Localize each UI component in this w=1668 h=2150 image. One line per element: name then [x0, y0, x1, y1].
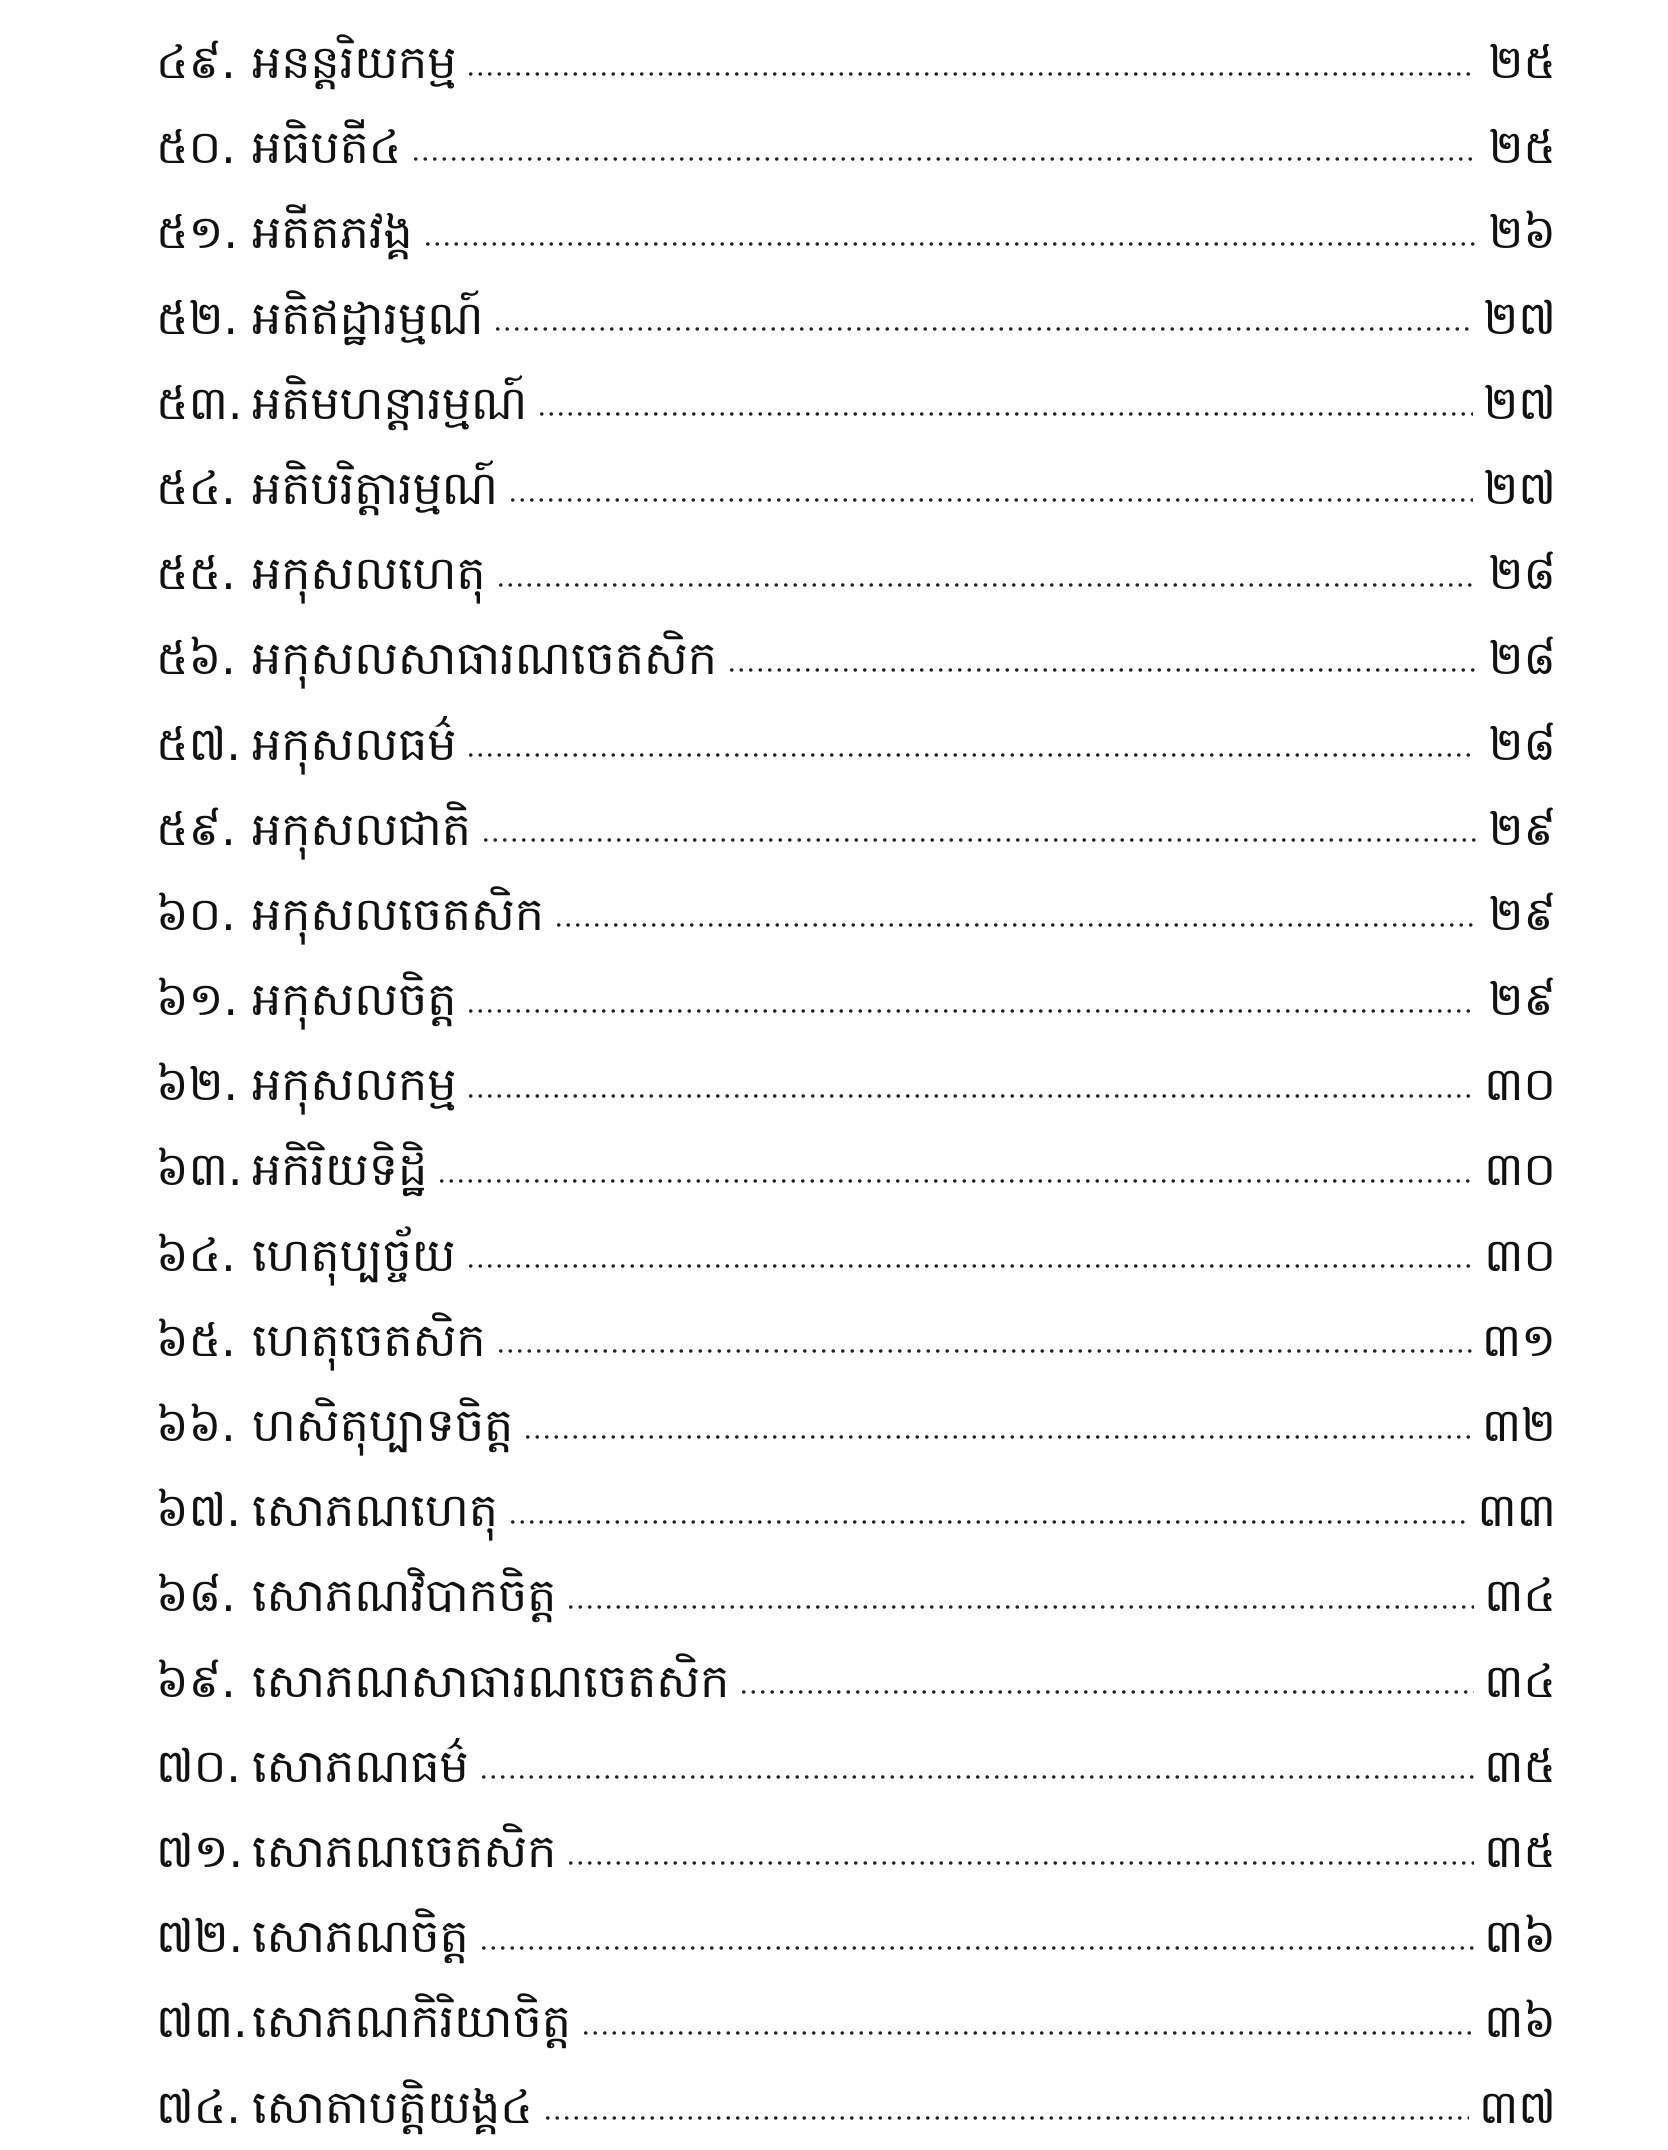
toc-entry — [156, 1553, 1556, 1638]
dot-leader — [566, 1604, 1474, 1610]
toc-entry-number: ៦៥. — [156, 1312, 236, 1367]
toc-entry-page-number: ៣៣ — [1477, 1483, 1556, 1538]
dot-leader — [466, 752, 1476, 758]
toc-entry-page-number: ២៩ — [1488, 801, 1556, 856]
toc-entry-page-number: ៣៦ — [1484, 1994, 1556, 2049]
toc-entry-title: អកុសលធម៌ — [252, 716, 457, 771]
toc-entry-title: អតិឥដ្ឋារម្មណ៍ — [252, 290, 484, 345]
dot-leader — [493, 326, 1473, 332]
dot-leader — [423, 241, 1476, 247]
dot-leader — [479, 1774, 1474, 1780]
dot-leader — [566, 1860, 1474, 1866]
toc-entry — [156, 361, 1556, 446]
toc-entry-title: សោភណសាធារណចេតសិក — [252, 1653, 730, 1708]
toc-entry-number: ៥៥. — [156, 546, 236, 601]
toc-entry-page-number: ២៩ — [1488, 886, 1556, 941]
toc-entry-number: ៧២. — [156, 1909, 244, 1964]
toc-entry-number: ៦៣. — [156, 1142, 243, 1197]
toc-entry — [156, 1298, 1556, 1383]
toc-entry-page-number: ២៨ — [1488, 631, 1556, 686]
toc-entry-page-number: ៣៧ — [1478, 2079, 1556, 2134]
toc-entry-title: អកុសលចិត្ត — [252, 972, 457, 1027]
toc-entry-number: ៧០. — [156, 1738, 241, 1793]
toc-entry-number: ៦៤. — [156, 1227, 236, 1282]
toc-entry — [156, 1042, 1556, 1127]
toc-entry-title: អតិបរិត្តារម្មណ៍ — [252, 460, 498, 515]
toc-entry-number: ៧៤. — [156, 2079, 241, 2134]
toc-entry-title: សោភណកិរិយាចិត្ត — [252, 1994, 571, 2049]
toc-entry-page-number: ៣០ — [1484, 1057, 1556, 1112]
toc-entry — [156, 872, 1556, 957]
toc-entry-title: សោភណធម៌ — [252, 1738, 469, 1793]
toc-entry-title: អកុសលកម្ម — [252, 1057, 457, 1112]
toc-entry-number: ៦៩. — [156, 1653, 236, 1708]
dot-leader — [437, 1178, 1474, 1184]
toc-entry — [156, 446, 1556, 531]
toc-entry-number: ៥៩. — [156, 801, 236, 856]
dot-leader — [496, 1348, 1472, 1354]
toc-entry-number: ៧៣. — [156, 1994, 248, 2049]
toc-entry-title: ហេតុចេតសិក — [252, 1312, 486, 1367]
toc-entry-page-number: ៣៤ — [1484, 1653, 1556, 1708]
toc-entry — [156, 787, 1556, 872]
toc-entry-number: ៥៣. — [156, 375, 243, 430]
toc-entry-page-number: ៣៥ — [1484, 1823, 1556, 1878]
dot-leader — [496, 582, 1476, 588]
toc-entry-number: ៤៩. — [156, 35, 236, 89]
dot-leader — [508, 497, 1473, 503]
toc-entry — [156, 1468, 1556, 1553]
toc-entry-page-number: ២៥ — [1488, 120, 1556, 175]
toc-entry-title: អកិរិយទិដ្ឋិ — [252, 1142, 428, 1197]
toc-entry-title: សោតាបត្តិយង្គ៤ — [252, 2079, 533, 2134]
toc-entry-number: ៦៧. — [156, 1483, 241, 1538]
toc-entry-page-number: ៣១ — [1481, 1312, 1556, 1367]
toc-entry-title: អតីតភវង្គ — [252, 205, 413, 260]
toc-entry-page-number: ២៦ — [1488, 205, 1556, 260]
toc-entry-title: អកុសលចេតសិក — [252, 886, 544, 941]
toc-entry-number: ៦២. — [156, 1057, 239, 1112]
toc-entry-page-number: ៣០ — [1484, 1227, 1556, 1282]
toc-entry-number: ៥៤. — [156, 460, 236, 515]
toc-entry-number: ៥៧. — [156, 716, 241, 771]
toc-entry-page-number: ២៨ — [1488, 546, 1556, 601]
dot-leader — [466, 1263, 1475, 1269]
toc-entry-title: អតិមហន្តារម្មណ៍ — [252, 375, 528, 430]
toc-entry-title: អធិបតី៤ — [252, 120, 402, 175]
toc-entry-title: អនន្តរិយកម្ម — [252, 35, 457, 89]
toc-entry — [156, 531, 1556, 616]
toc-entry-title: អកុសលហេតុ — [252, 546, 486, 601]
toc-entry — [156, 1724, 1556, 1809]
dot-leader — [508, 1519, 1467, 1525]
dot-leader — [581, 2030, 1474, 2036]
toc-entry-number: ៧១. — [156, 1823, 244, 1878]
toc-entry-title: អកុសលសាធារណចេតសិក — [252, 631, 717, 686]
toc-entry-number: ៦០. — [156, 886, 236, 941]
toc-entry-title: សោភណចិត្ត — [252, 1909, 469, 1964]
toc-entry — [156, 20, 1556, 105]
dot-leader — [727, 667, 1476, 673]
toc-entry-number: ៥៦. — [156, 631, 236, 686]
toc-entry-page-number: ២៧ — [1483, 290, 1556, 345]
toc-entry — [156, 1213, 1556, 1298]
toc-entry-page-number: ៣៤ — [1484, 1568, 1556, 1623]
toc-entry-page-number: ៣២ — [1481, 1398, 1556, 1452]
dot-leader — [466, 1093, 1474, 1099]
toc-entry — [156, 616, 1556, 701]
toc-entry-title: សោភណហេតុ — [252, 1483, 498, 1538]
toc-entry-number: ៥០. — [156, 120, 236, 175]
dot-leader — [554, 922, 1476, 928]
dot-leader — [411, 156, 1476, 162]
dot-leader — [479, 1945, 1474, 1951]
toc-entry — [156, 190, 1556, 275]
dot-leader — [543, 2115, 1469, 2121]
toc-entry — [156, 702, 1556, 787]
toc-entry-page-number: ២៨ — [1488, 716, 1556, 771]
toc-entry-number: ៥២. — [156, 290, 239, 345]
toc-entry-page-number: ២៧ — [1483, 460, 1556, 515]
toc-entry — [156, 957, 1556, 1042]
toc-entry — [156, 1809, 1556, 1894]
dot-leader — [466, 1008, 1476, 1014]
dot-leader — [523, 1434, 1472, 1440]
toc-entry-number: ៦១. — [156, 972, 239, 1027]
toc-entry — [156, 1639, 1556, 1724]
toc-entry-title: ហសិតុប្បាទចិត្ត — [252, 1398, 514, 1452]
toc-entry-page-number: ២៥ — [1488, 35, 1556, 89]
toc-entry-number: ៥១. — [156, 205, 239, 260]
toc-entry-page-number: ៣០ — [1484, 1142, 1556, 1197]
toc-entry-page-number: ៣៦ — [1484, 1909, 1556, 1964]
toc-entry — [156, 2065, 1556, 2150]
toc-entry-title: ហេតុប្បច្ច័យ — [252, 1227, 456, 1282]
toc-entry — [156, 105, 1556, 190]
toc-entry — [156, 1894, 1556, 1979]
toc-entry — [156, 1383, 1556, 1468]
toc-entry — [156, 1979, 1556, 2064]
toc-entry — [156, 1127, 1556, 1212]
toc-entry-page-number: ២៧ — [1483, 375, 1556, 430]
toc-entry-page-number: ២៩ — [1488, 972, 1556, 1027]
toc-entry-title: សោភណវិបាកចិត្ត — [252, 1568, 557, 1623]
toc-list — [156, 20, 1556, 2150]
dot-leader — [481, 837, 1476, 843]
toc-entry-number: ៦៦. — [156, 1398, 236, 1452]
toc-entry-page-number: ៣៥ — [1484, 1738, 1556, 1793]
dot-leader — [739, 1689, 1474, 1695]
toc-entry-number: ៦៨. — [156, 1568, 236, 1623]
toc-entry-title: អកុសលជាតិ — [252, 801, 471, 856]
toc-entry — [156, 276, 1556, 361]
toc-entry-title: សោភណចេតសិក — [252, 1823, 557, 1878]
dot-leader — [537, 411, 1473, 417]
dot-leader — [466, 71, 1476, 77]
